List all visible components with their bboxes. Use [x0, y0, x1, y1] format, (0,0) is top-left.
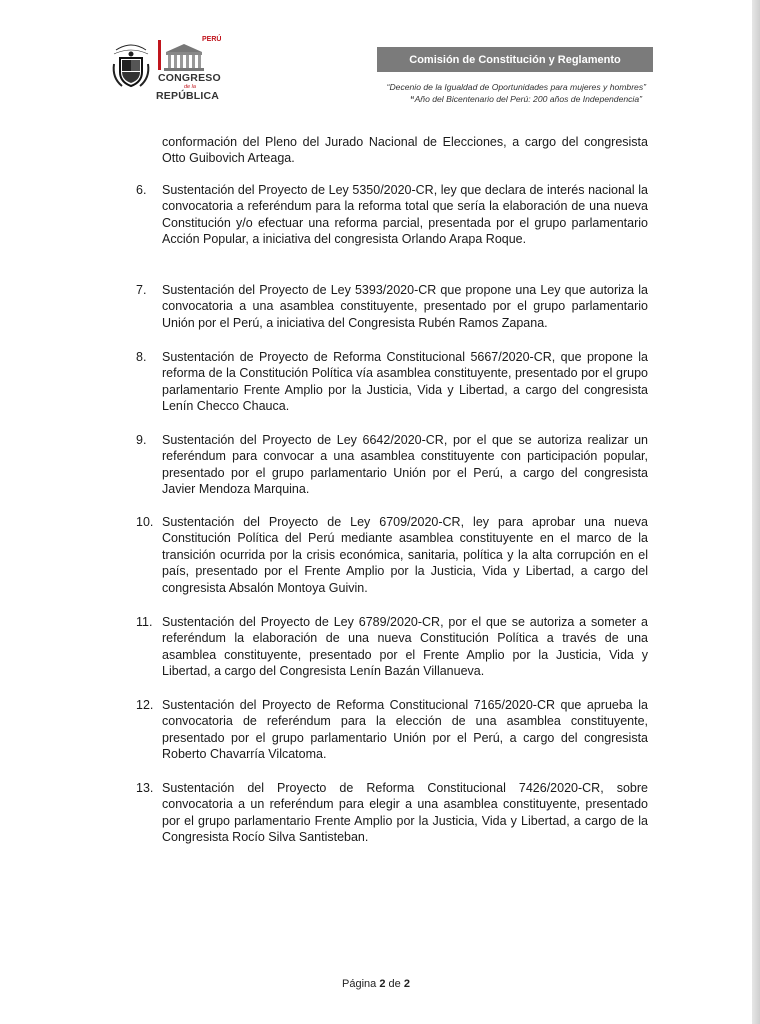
item-number: 13. [136, 781, 154, 795]
page-total: 2 [403, 978, 410, 990]
congreso-logo [154, 34, 224, 102]
coat-of-arms-icon [110, 42, 152, 92]
motto-line-2 [410, 94, 642, 104]
page-word: Página [342, 978, 377, 990]
item-number: 6. [136, 183, 147, 197]
item-number: 11. [136, 615, 153, 629]
agenda-item-7 [136, 282, 648, 331]
motto-line-2-text: Año del Bicentenario del Perú: 200 años de Independencia” [414, 94, 642, 104]
congress-building-icon [158, 40, 206, 72]
logo-de-la-text: de la [184, 84, 196, 90]
item-number: 12. [136, 698, 154, 712]
logo-peru-label: PERÚ [202, 36, 222, 43]
agenda-item-13 [136, 780, 648, 846]
item-number: 8. [136, 350, 147, 364]
page-current: 2 [379, 978, 386, 990]
agenda-item-8 [136, 349, 648, 415]
item-text: Sustentación del Proyecto de Reforma Constitucional 7165/2020-CR que aprueba la convocatoria de referéndum para la elección de una asamblea constituyente, presentado por el grupo parlamentario Unión por el Perú, a cargo del congresista Roberto Chavarría Vilcatoma. [162, 698, 648, 762]
item-text: Sustentación del Proyecto de Ley 5350/2020-CR, ley que declara de interés nacional la convocatoria a referéndum para la reforma total que sería la elaboración de una nueva Constitución y/o efectuar una reforma parcial, presentada por el grupo parlamentario Acción Popular, a iniciativa del congresista Orlando Arapa Roque. [162, 183, 648, 247]
agenda-item-9 [136, 432, 648, 498]
continuation-paragraph: conformación del Pleno del Jurado Nacional de Elecciones, a cargo del congresista Otto Guibovich Arteaga. [162, 135, 648, 166]
page-edge-shadow [752, 0, 760, 1024]
item-number: 10. [136, 515, 154, 529]
of-word: de [388, 978, 401, 990]
commission-title: Comisión de Constitución y Reglamento [377, 47, 653, 72]
agenda-item-6 [136, 182, 648, 248]
item-text: Sustentación de Proyecto de Reforma Constitucional 5667/2020-CR, que propone la reforma de la Constitución Política vía asamblea constituyente, presentado por el grupo parlamentario Frente Amplio por la Justicia, Vida y Libertad, a cargo del congresista Lenín Checco Chauca. [162, 350, 648, 414]
item-text: Sustentación del Proyecto de Ley 5393/2020-CR que propone una Ley que autoriza la convocatoria a una asamblea constituyente, presentado por el grupo parlamentario Unión por el Perú, a iniciativa del Congresista Rubén Ramos Zapana. [162, 283, 648, 330]
page-footer [0, 978, 752, 990]
agenda-item-10 [136, 514, 648, 596]
logo-congreso-text: CONGRESO [158, 72, 221, 84]
item-text: Sustentación del Proyecto de Ley 6789/2020-CR, por el que se autoriza a someter a referéndum la elaboración de una nueva Constitución Política a través de una asamblea constituyente, presentado por el Frente Amplio por la Justicia, Vida y Libertad, a cargo del Congresista Lenín Bazán Villanueva. [162, 615, 648, 679]
agenda-item-11 [136, 614, 648, 680]
item-text: Sustentación del Proyecto de Ley 6709/2020-CR, ley para aprobar una nueva Constitución Política del Perú mediante asamblea constituyente en el marco de la transición ocurrida por la crisis económica, sanitaria, política y la alta corrupción en el país, presentado por el Frente Amplio por la Justicia, Vida y Libertad, a cargo del congresista Absalón Montoya Guivin. [162, 515, 648, 595]
motto-line-2-quote: “ [410, 94, 415, 104]
logo-republica-text: REPÚBLICA [156, 90, 220, 102]
item-text: Sustentación del Proyecto de Reforma Constitucional 7426/2020-CR, sobre convocatoria a un referéndum para elegir a una asamblea constituyente, presentado por el grupo parlamentario Frente Amplio por la Justicia, Vida y Libertad, a cargo de la Congresista Rocío Silva Santisteban. [162, 781, 648, 845]
item-number: 9. [136, 433, 147, 447]
item-number: 7. [136, 283, 147, 297]
agenda-item-12 [136, 697, 648, 763]
item-text: Sustentación del Proyecto de Ley 6642/2020-CR, por el que se autoriza realizar un referéndum para convocar a una asamblea constituyente con participación popular, presentado por el grupo parlamentario Unión por el Perú, a cargo del congresista Javier Mendoza Marquina. [162, 433, 648, 497]
motto-line-1: “Decenio de la Igualdad de Oportunidades para mujeres y hombres” [386, 82, 646, 92]
